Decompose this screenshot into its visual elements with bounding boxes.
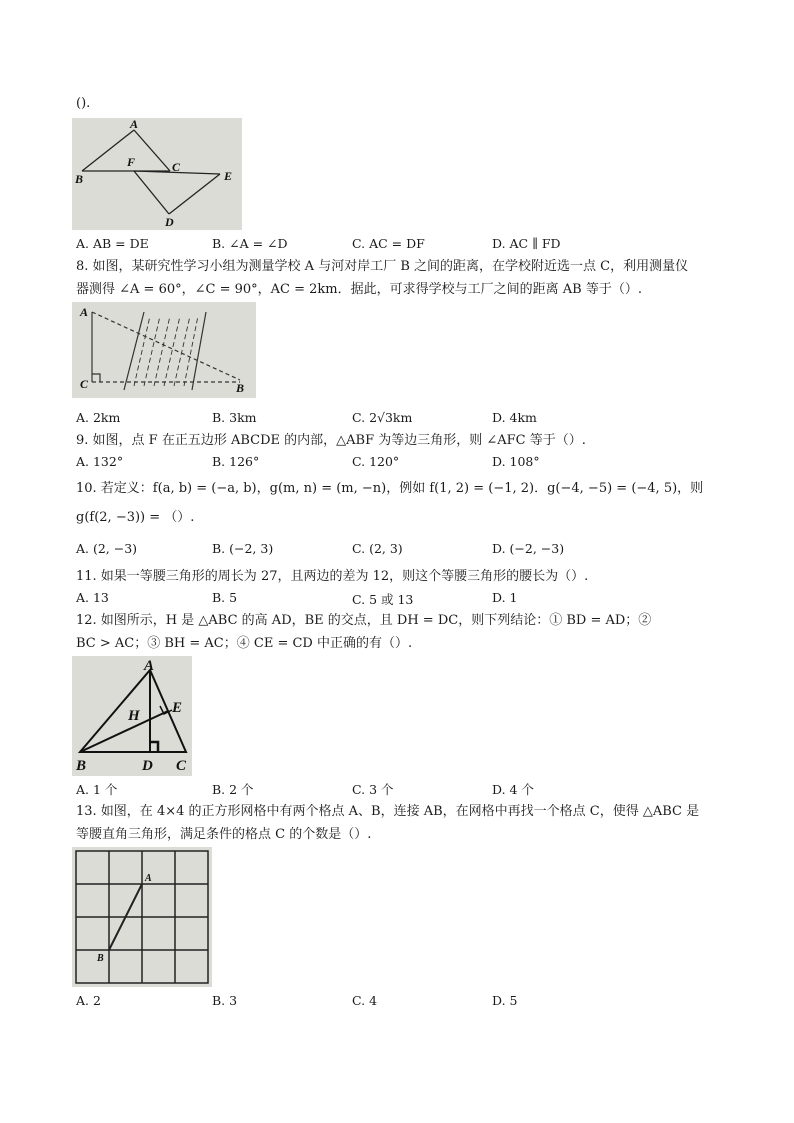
q8-option-b[interactable]: B. 3km	[212, 410, 257, 425]
q13-label-b: B	[97, 953, 104, 964]
q10-option-a[interactable]: A. (2, −3)	[76, 541, 138, 556]
q12-option-a[interactable]: A. 1 个	[76, 782, 118, 797]
q12-label-d: D	[142, 758, 153, 774]
q7-stem-tail: ().	[76, 96, 91, 111]
q7-label-f: F	[127, 155, 136, 169]
q12-label-b: B	[76, 758, 87, 774]
q8-label-c: C	[80, 377, 89, 391]
q13-option-a[interactable]: A. 2	[76, 993, 101, 1008]
q9-option-a[interactable]: A. 132°	[76, 454, 124, 469]
q8-stem-line1: 8. 如图，某研究性学习小组为测量学校 A 与河对岸工厂 B 之间的距离，在学校附近选一点 C，利用测量仪	[76, 259, 689, 274]
q7-option-b[interactable]: B. ∠A = ∠D	[212, 236, 288, 251]
q11-option-c[interactable]: C. 5 或 13	[352, 592, 414, 607]
q7-label-c: C	[172, 160, 181, 174]
q9-option-b[interactable]: B. 126°	[212, 454, 260, 469]
q9-stem: 9. 如图，点 F 在正五边形 ABCDE 的内部，△ABF 为等边三角形，则 ∠AFC 等于（）.	[76, 433, 586, 448]
q7-option-c[interactable]: C. AC = DF	[352, 236, 425, 251]
q12-option-c[interactable]: C. 3 个	[352, 782, 394, 797]
q12-stem-line2: BC > AC；③ BH = AC；④ CE = CD 中正确的有（）.	[76, 636, 413, 651]
q13-stem-line1: 13. 如图，在 4×4 的正方形网格中有两个格点 A、B，连接 AB，在网格中再找一个格点 C，使得 △ABC 是	[76, 804, 700, 819]
q8-option-a[interactable]: A. 2km	[76, 410, 121, 425]
q13-option-d[interactable]: D. 5	[492, 993, 518, 1008]
q12-label-h: H	[128, 708, 140, 724]
q12-label-e: E	[172, 700, 183, 716]
q8-figure	[72, 302, 256, 398]
q8-option-d[interactable]: D. 4km	[492, 410, 537, 425]
q11-option-b[interactable]: B. 5	[212, 590, 238, 605]
q13-option-c[interactable]: C. 4	[352, 993, 378, 1008]
q7-label-b: B	[75, 172, 84, 186]
q7-label-a: A	[130, 118, 139, 131]
q7-option-a[interactable]: A. AB = DE	[76, 236, 149, 251]
q13-grid-figure	[72, 847, 212, 987]
q10-stem-line1: 10. 若定义：f(a, b) = (−a, b)，g(m, n) = (m, −n)，例如 f(1, 2) = (−1, 2)．g(−4, −5) = (−4, 5)，则	[76, 481, 704, 496]
q13-stem-line2: 等腰直角三角形，满足条件的格点 C 的个数是（）.	[76, 827, 372, 842]
q10-option-d[interactable]: D. (−2, −3)	[492, 541, 565, 556]
q11-stem: 11. 如果一等腰三角形的周长为 27，且两边的差为 12，则这个等腰三角形的腰长为（）.	[76, 569, 589, 584]
q11-option-d[interactable]: D. 1	[492, 590, 518, 605]
q11-option-a[interactable]: A. 13	[76, 590, 109, 605]
q12-figure	[72, 656, 192, 776]
q12-label-a: A	[144, 658, 155, 674]
q10-option-c[interactable]: C. (2, 3)	[352, 541, 403, 556]
q10-option-b[interactable]: B. (−2, 3)	[212, 541, 274, 556]
q7-figure	[72, 118, 242, 230]
q8-label-b: B	[236, 381, 245, 395]
q8-label-a: A	[80, 305, 89, 319]
q7-option-d[interactable]: D. AC ∥ FD	[492, 236, 561, 251]
q7-label-e: E	[224, 169, 233, 183]
q12-option-b[interactable]: B. 2 个	[212, 782, 254, 797]
q12-label-c: C	[176, 758, 187, 774]
q9-option-d[interactable]: D. 108°	[492, 454, 540, 469]
q12-option-d[interactable]: D. 4 个	[492, 782, 534, 797]
q7-label-d: D	[165, 215, 174, 229]
q13-option-b[interactable]: B. 3	[212, 993, 238, 1008]
q9-option-c[interactable]: C. 120°	[352, 454, 400, 469]
q13-label-a: A	[145, 873, 152, 884]
q12-stem-line1: 12. 如图所示，H 是 △ABC 的高 AD，BE 的交点，且 DH = DC，则下列结论：① BD = AD；②	[76, 613, 652, 628]
q10-stem-line2: g(f(2, −3)) = （）.	[76, 510, 195, 525]
q8-option-c[interactable]: C. 2√3km	[352, 410, 413, 425]
q8-stem-line2: 器测得 ∠A = 60°，∠C = 90°，AC = 2km．据此，可求得学校与工厂之间的距离 AB 等于（）.	[76, 282, 642, 297]
